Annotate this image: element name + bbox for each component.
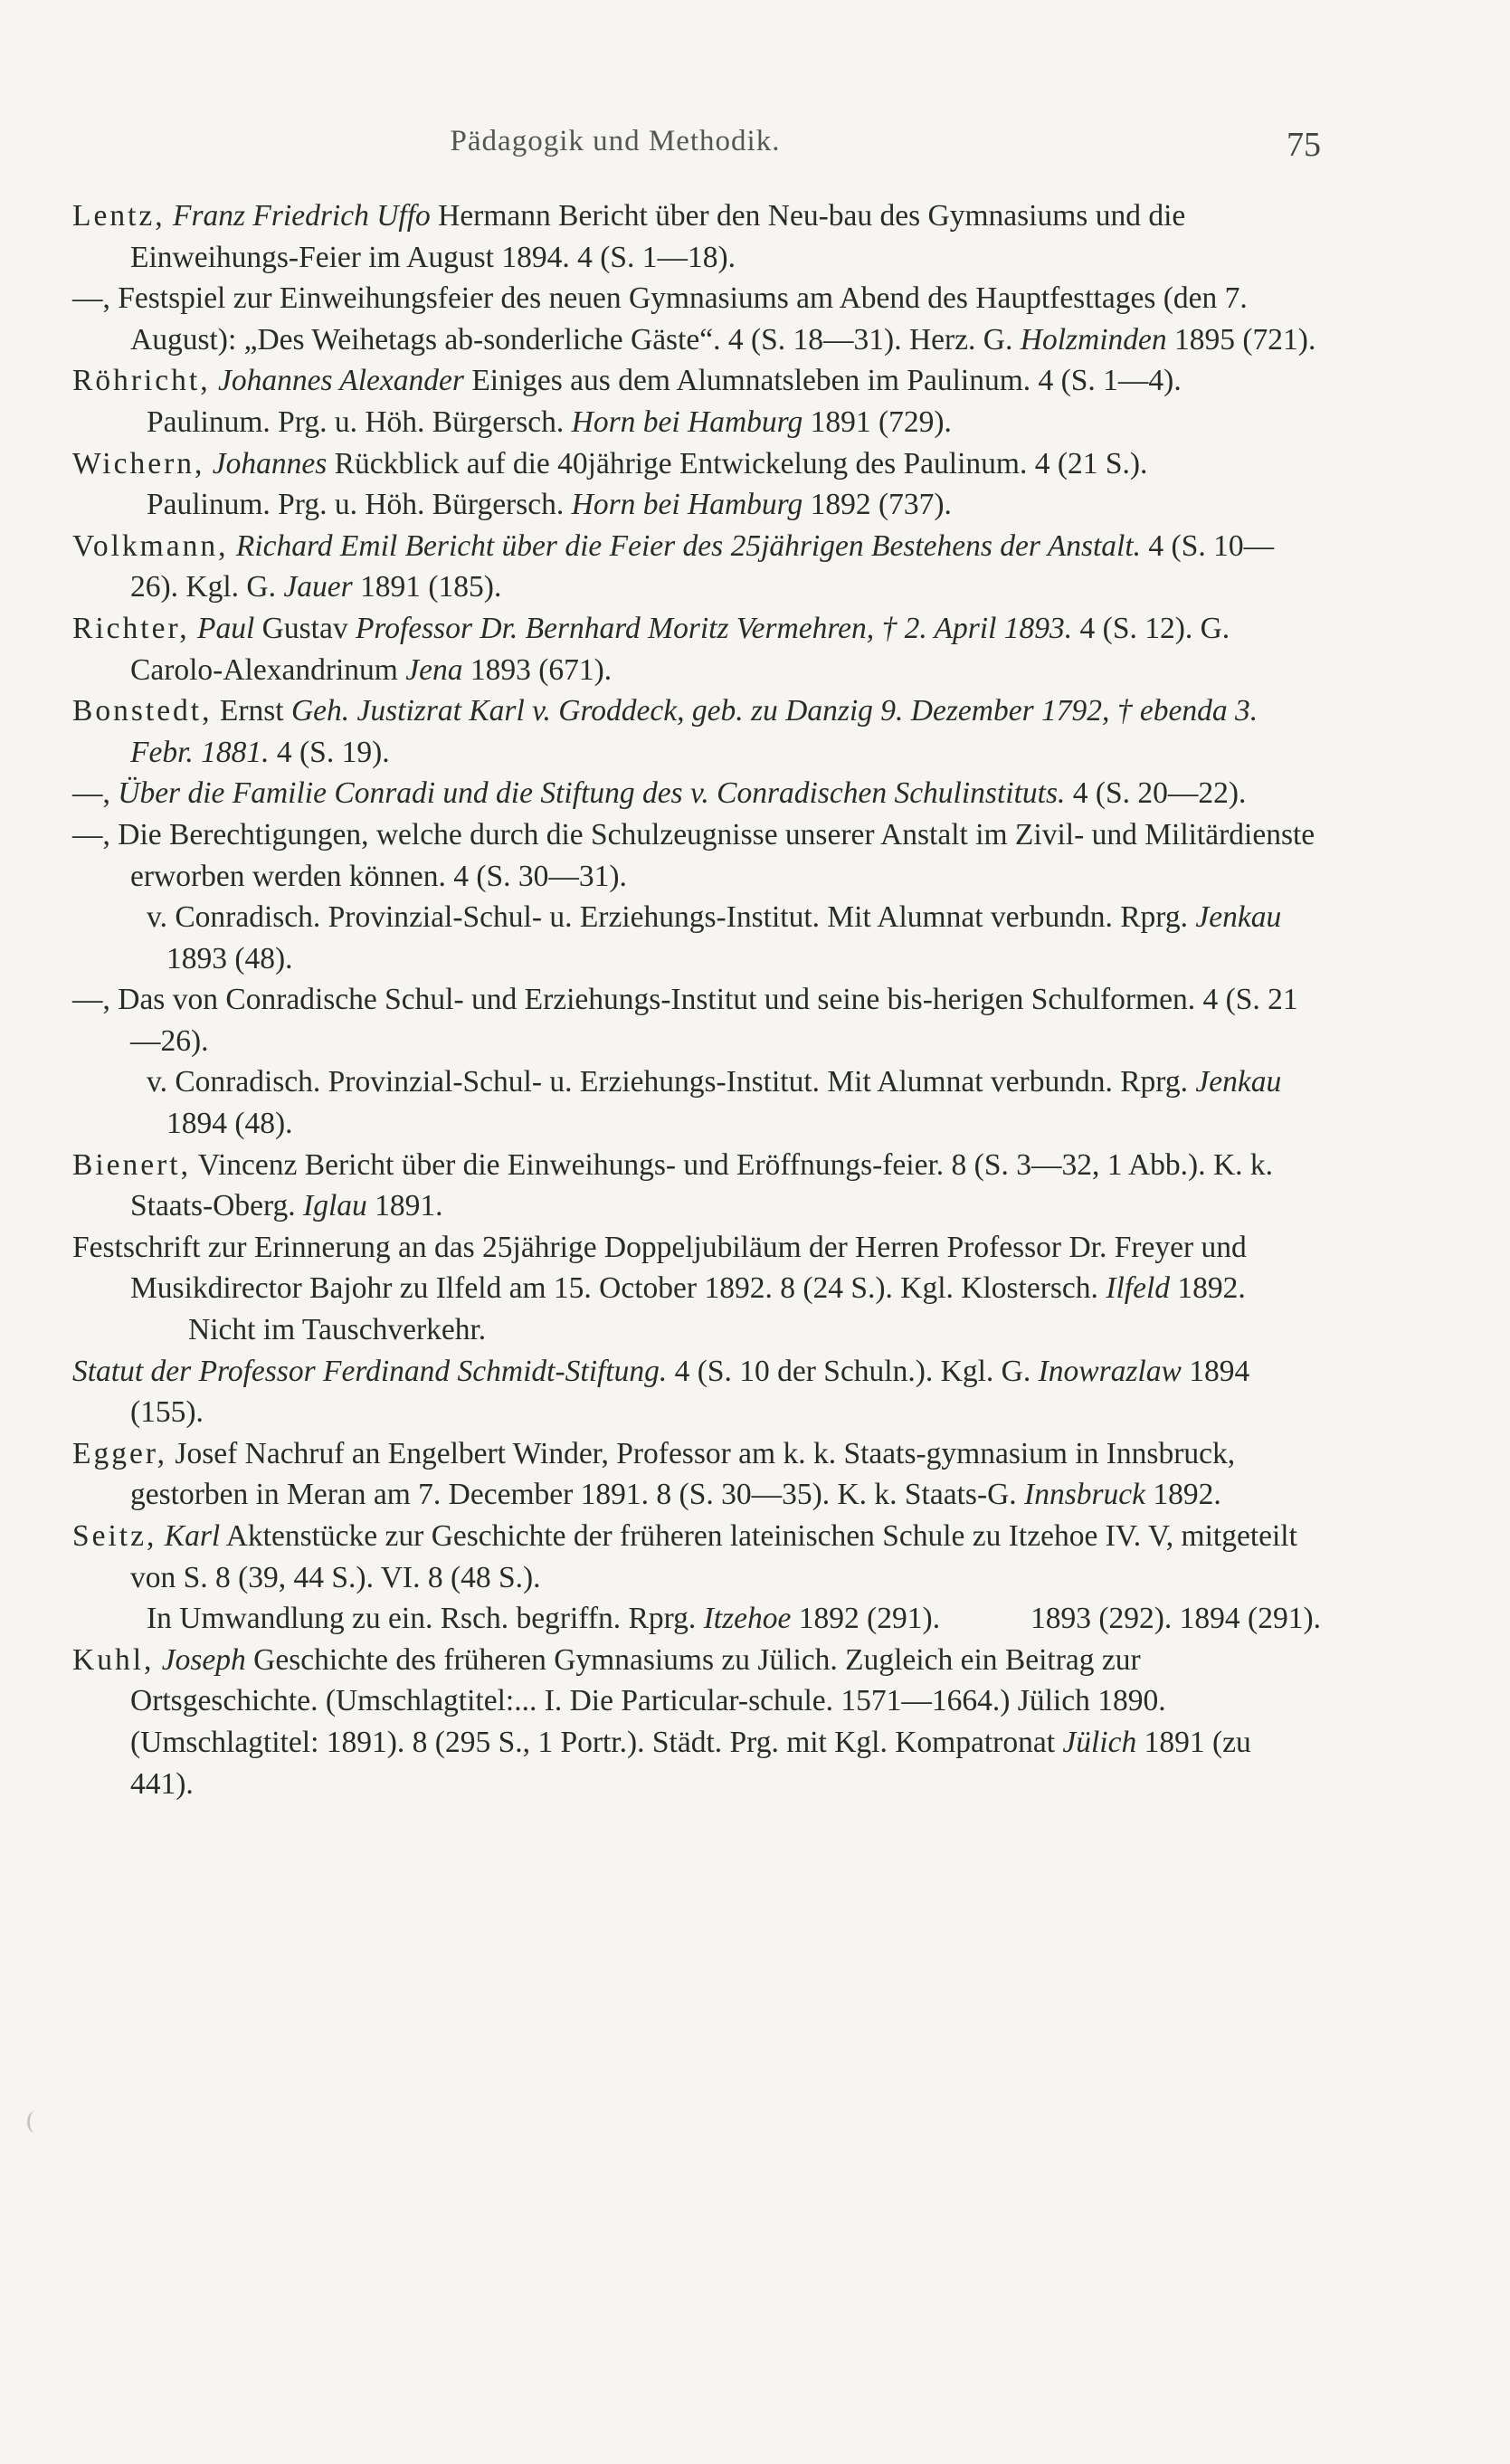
given-name: Johannes [212, 446, 328, 480]
year-ref: 1892. [1153, 1478, 1221, 1512]
year-ref: 1891 (zu 441). [130, 1725, 1251, 1801]
given-name: Karl [164, 1519, 221, 1553]
place-name: Itzehoe [703, 1602, 792, 1636]
entry-text: Festschrift zur Erinnerung an das 25jährige Doppeljubiläum der Herren Professor Dr. Freyer und Musikdirector Bajohr zu Ilfeld am 15. October 1892. 8 (24 S.). Kgl. Klostersch. [72, 1230, 1247, 1306]
work-title: Bericht über die Feier des 25jährigen Bestehens der Anstalt. [404, 528, 1142, 563]
work-title: Über die Familie Conradi und die Stiftung des v. Conradischen Schulinstituts. [118, 776, 1066, 811]
place-name: Innsbruck [1024, 1478, 1146, 1512]
entry-text: 4 (S. 10—26). Kgl. G. [130, 528, 1275, 604]
year-ref: 1895 (721). [1174, 322, 1316, 357]
bibliography-list [72, 195, 1321, 1804]
author-name: Röhricht, [72, 364, 211, 398]
year-ref-more: 1893 (292). 1894 (291). [1030, 1602, 1321, 1636]
entry-kuhl [72, 1640, 1321, 1804]
entry-text: Einiges aus dem Alumnatsleben im Paulinum. 4 (S. 1—4). [471, 364, 1182, 398]
entry-roehricht [72, 360, 1321, 402]
year-ref: 1892 (737). [810, 488, 952, 522]
entry-text: Aktenstücke zur Geschichte der früheren lateinischen Schule zu Itzehoe IV. V, mitgeteilt von S. 8 (39, 44 S.). VI. 8 (48 S.). [130, 1519, 1297, 1594]
entry-text: Die Berechtigungen, welche durch die Schulzeugnisse unserer Anstalt im Zivil- und Militärdienste erworben werden können. 4 (S. 30—31). [118, 817, 1315, 893]
entry-bienert [72, 1145, 1321, 1227]
author-name: Richter, [72, 611, 190, 645]
author-name: Bienert, [72, 1147, 191, 1182]
place-name: Jauer [283, 570, 353, 604]
school-name: Paulinum. Prg. u. Höh. Bürgersch. [147, 488, 565, 522]
entry-text: Hermann Bericht über den Neu-bau des Gymnasiums und die Einweihungs-Feier im August 1894. 4 (S. 1—18). [130, 199, 1186, 274]
entry-festschrift-note: Nicht im Tauschverkehr. [188, 1313, 487, 1347]
given-name: Richard Emil [235, 528, 398, 563]
given-name: Ernst [219, 694, 284, 728]
year-ref: 1891 (185). [360, 570, 502, 604]
given-name: Vincenz [197, 1147, 298, 1182]
middle-name: Gustav [261, 611, 348, 645]
running-head [72, 125, 1321, 170]
entry-text: Geschichte des früheren Gymnasiums zu Jülich. Zugleich ein Beitrag zur Ortsgeschichte. (Umschlagtitel:... I. Die Particular-schule. 1571—1664.) Jülich 1890. (Umschlagtitel: 1891). 8 (295 S., 1 Portr.). Städt. Prg. mit Kgl. Kompatronat [130, 1642, 1166, 1759]
entry-lentz-1 [72, 195, 1321, 278]
year-ref: 1892. [1177, 1271, 1246, 1306]
margin-mark-icon [27, 2111, 43, 2133]
author-name: Egger, [72, 1436, 168, 1470]
entry-bonstedt-2 [72, 773, 1321, 814]
entry-egger [72, 1433, 1321, 1516]
ditto-dash: —, [72, 983, 110, 1017]
entry-wichern [72, 443, 1321, 485]
place-name: Holzminden [1020, 322, 1167, 357]
place-name: Inowrazlaw [1038, 1354, 1182, 1388]
entry-text: 4 (S. 10 der Schuln.). Kgl. G. [674, 1354, 1031, 1388]
entry-bonstedt-1 [72, 690, 1321, 773]
entry-bonstedt-3 [72, 814, 1321, 897]
entry-roehricht-school [72, 402, 1321, 443]
place-name: Jenkau [1195, 1065, 1282, 1099]
work-title: Geh. Justizrat Karl v. Groddeck, geb. zu Danzig 9. Dezember 1792, † ebenda 3. Febr. 1881. [130, 694, 1258, 769]
school-name: v. Conradisch. Provinzial-Schul- u. Erziehungs-Institut. Mit Alumnat verbundn. Rprg. [147, 900, 1188, 935]
entry-statut [72, 1351, 1321, 1433]
entry-text: Josef Nachruf an Engelbert Winder, Professor am k. k. Staats-gymnasium in Innsbruck, gestorben in Meran am 7. December 1891. 8 (S. 30—35). K. k. Staats-G. [130, 1436, 1236, 1512]
school-name: v. Conradisch. Provinzial-Schul- u. Erziehungs-Institut. Mit Alumnat verbundn. Rprg. [147, 1065, 1188, 1099]
given-name: Johannes Alexander [217, 364, 464, 398]
school-name: Paulinum. Prg. u. Höh. Bürgersch. [147, 404, 565, 439]
author-name: Bonstedt, [72, 694, 213, 728]
school-name: In Umwandlung zu ein. Rsch. begriffn. Rprg. [147, 1602, 697, 1636]
entry-text: Rückblick auf die 40jährige Entwickelung des Paulinum. 4 (21 S.). [334, 446, 1148, 480]
place-name: Iglau [303, 1189, 367, 1223]
author-name: Seitz, [72, 1519, 157, 1553]
given-name: Franz Friedrich Uffo [173, 199, 431, 233]
year-ref: 1894 (48). [166, 1107, 293, 1141]
entry-text: Bericht über die Einweihungs- und Eröffnungs-feier. 8 (S. 3—32, 1 Abb.). K. k. Staats-Oberg. [130, 1147, 1274, 1223]
entry-festschrift [72, 1227, 1321, 1309]
year-ref: 1893 (671). [470, 652, 613, 687]
year-ref: 1892 (291). [798, 1602, 941, 1636]
work-title: Professor Dr. Bernhard Moritz Vermehren, † 2. April 1893. [355, 611, 1073, 645]
ditto-dash: —, [72, 281, 110, 316]
entry-text: 4 (S. 20—22). [1072, 776, 1247, 811]
entry-text: Festspiel zur Einweihungsfeier des neuen Gymnasiums am Abend des Hauptfesttages (den 7. August): „Des Weihetags ab-sonderliche Gäste“. 4 (S. 18—31). Herz. G. [118, 281, 1248, 357]
page-number: 75 [1287, 126, 1321, 164]
entry-volkmann [72, 526, 1321, 608]
author-name: Lentz, [72, 199, 166, 233]
place-name: Jenkau [1195, 900, 1282, 935]
year-ref: 1891 (729). [810, 404, 952, 439]
given-name: Paul [197, 611, 255, 645]
place-name: Horn bei Hamburg [571, 404, 803, 439]
entry-text: 4 (S. 12). G. Carolo-Alexandrinum [130, 611, 1230, 687]
place-name: Horn bei Hamburg [571, 488, 803, 522]
entry-text: 4 (S. 19). [276, 735, 390, 769]
entry-bonstedt-4 [72, 979, 1321, 1061]
entry-lentz-2 [72, 278, 1321, 360]
place-name: Jülich [1062, 1725, 1137, 1759]
entry-seitz [72, 1516, 1321, 1598]
author-name: Volkmann, [72, 528, 229, 563]
place-name: Jena [405, 652, 463, 687]
entry-seitz-school [72, 1598, 1321, 1640]
entry-bonstedt-4-school [72, 1061, 1321, 1144]
entry-wichern-school [72, 484, 1321, 526]
entry-text: Das von Conradische Schul- und Erziehungs-Institut und seine bis-herigen Schulformen. 4 (S. 21—26). [118, 983, 1298, 1058]
ditto-dash: —, [72, 776, 110, 811]
author-name: Kuhl, [72, 1642, 155, 1677]
given-name: Joseph [161, 1642, 246, 1677]
year-ref: 1891. [375, 1189, 443, 1223]
ditto-dash: —, [72, 817, 110, 851]
work-title: Statut der Professor Ferdinand Schmidt-Stiftung. [72, 1354, 668, 1388]
entry-richter [72, 608, 1321, 690]
entry-bonstedt-3-school [72, 897, 1321, 979]
running-title: Pädagogik und Methodik. [450, 125, 781, 157]
year-ref: 1894 (155). [130, 1354, 1250, 1430]
author-name: Wichern, [72, 446, 205, 480]
place-name: Ilfeld [1106, 1271, 1171, 1306]
year-ref: 1893 (48). [166, 941, 293, 975]
